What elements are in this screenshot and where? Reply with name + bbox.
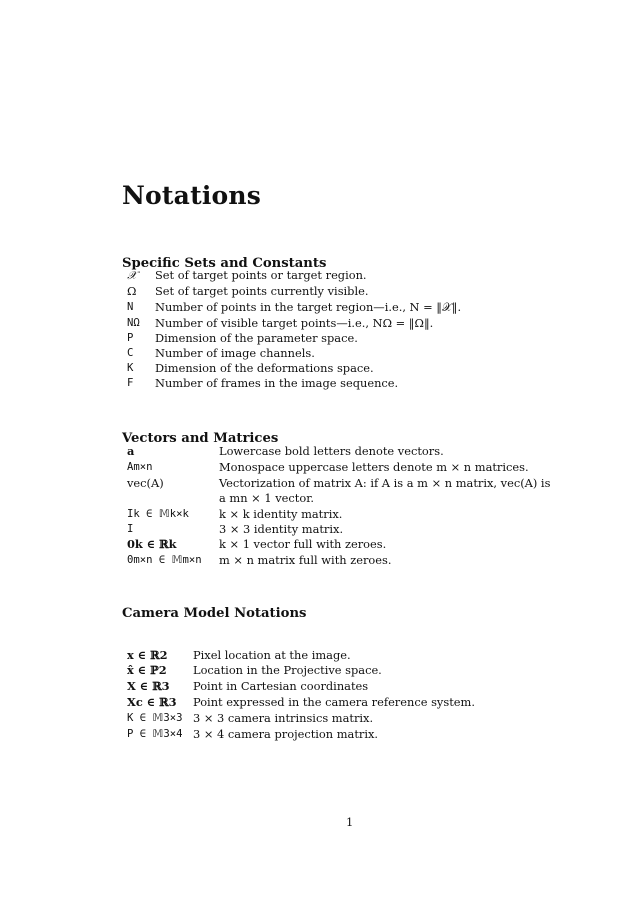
notation-symbol: a: [127, 444, 135, 458]
notation-symbol: x̂ ∈ ℙ2: [127, 663, 167, 677]
notation-desc: Lowercase bold letters denote vectors.: [219, 444, 444, 458]
notation-desc: Pixel location at the image.: [193, 648, 351, 662]
notation-symbol: Ω: [127, 284, 137, 298]
notation-desc: k × 1 vector full with zeroes.: [219, 537, 387, 551]
notation-desc: Monospace uppercase letters denote m × n matrices.: [219, 460, 529, 474]
notation-symbol: 0k ∈ ℝk: [127, 537, 177, 551]
section-heading-sets: Specific Sets and Constants: [122, 256, 327, 271]
notation-symbol: 0m×n ∈ 𝕄m×n: [127, 554, 202, 566]
notation-desc: Number of frames in the image sequence.: [155, 376, 399, 390]
notation-desc: Point in Cartesian coordinates: [193, 679, 369, 693]
notation-desc: a mn × 1 vector.: [219, 491, 315, 505]
notation-desc: Dimension of the parameter space.: [155, 331, 358, 345]
notation-desc: 3 × 3 identity matrix.: [219, 522, 344, 536]
notation-symbol: N: [127, 301, 134, 313]
notation-desc: Number of image channels.: [155, 346, 315, 360]
notation-symbol: vec(A): [127, 476, 164, 490]
notation-desc: m × n matrix full with zeroes.: [219, 553, 392, 567]
notation-symbol: X ∈ ℝ3: [127, 679, 170, 693]
notation-desc: Set of target points currently visible.: [155, 284, 369, 298]
page-number: 1: [346, 815, 354, 829]
notation-symbol: P ∈ 𝕄3×4: [127, 728, 183, 740]
notation-desc: 3 × 4 camera projection matrix.: [193, 727, 379, 741]
notation-symbol: K: [127, 362, 134, 374]
notation-symbol: Ik ∈ 𝕄k×k: [127, 508, 189, 520]
notation-symbol: Xc ∈ ℝ3: [127, 695, 177, 709]
notation-desc: Number of points in the target region—i.e., N = ‖𝒳‖.: [155, 300, 462, 314]
notation-desc: Set of target points or target region.: [155, 268, 367, 282]
notation-symbol: x ∈ ℝ2: [127, 648, 168, 662]
notation-desc: Number of visible target points—i.e., NΩ = ‖Ω‖.: [155, 316, 434, 330]
section-heading-camera: Camera Model Notations: [122, 606, 307, 621]
notation-desc: k × k identity matrix.: [219, 507, 343, 521]
notation-desc: Point expressed in the camera reference system.: [193, 695, 475, 709]
notation-symbol: K ∈ 𝕄3×3: [127, 712, 183, 724]
notation-desc: 3 × 3 camera intrinsics matrix.: [193, 711, 374, 725]
notation-symbol: F: [127, 377, 134, 389]
notation-symbol: P: [127, 332, 134, 344]
page-title: Notations: [122, 181, 262, 210]
notation-desc: Location in the Projective space.: [193, 663, 382, 677]
notation-symbol: 𝒳: [127, 268, 137, 282]
notation-symbol: C: [127, 347, 134, 359]
notation-symbol: NΩ: [127, 317, 140, 329]
notation-desc: Vectorization of matrix A: if A is a m × n matrix, vec(A) is: [219, 476, 551, 490]
notation-symbol: I: [127, 523, 134, 535]
section-heading-vectors: Vectors and Matrices: [122, 431, 279, 446]
notation-symbol: Am×n: [127, 461, 153, 473]
notation-desc: Dimension of the deformations space.: [155, 361, 374, 375]
